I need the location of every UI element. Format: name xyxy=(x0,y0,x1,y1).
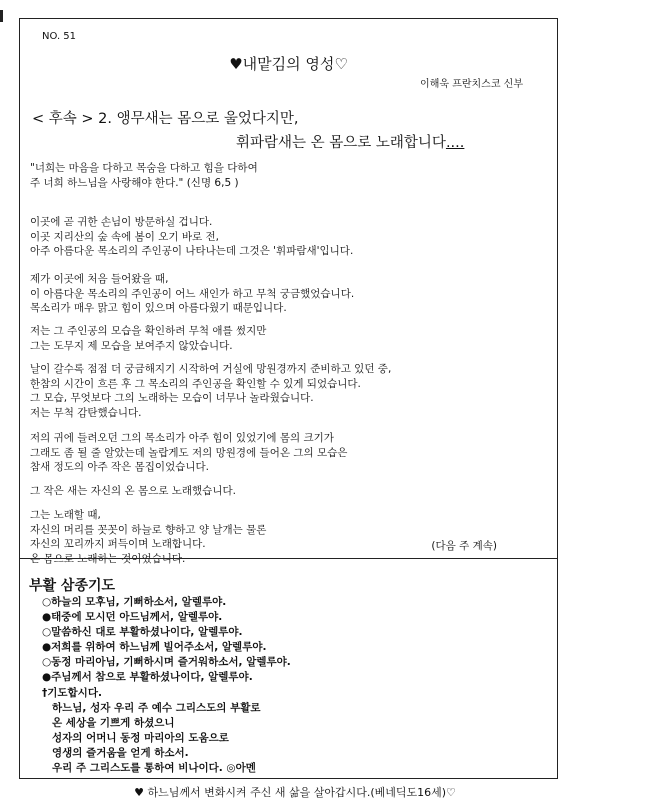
paragraph-line: 그 작은 새는 자신의 온 몸으로 노래했습니다. xyxy=(30,485,236,497)
prayer-closing-line: 하느님, 성자 우리 주 예수 그리스도의 부활로 xyxy=(52,701,261,714)
prayer-line: ●저희를 위하여 하느님께 빌어주소서, 알렐루야. xyxy=(42,641,267,654)
series-heading-text: 휘파람새는 온 몸으로 노래합니다 xyxy=(236,135,446,151)
paragraph xyxy=(30,362,391,420)
paragraph xyxy=(30,324,266,353)
paragraph-line: 저는 그 주인공의 모습을 확인하려 무척 애를 썼지만 xyxy=(30,325,267,337)
prayer-closing-line: 우리 주 그리스도를 통하여 비나이다. ◎아멘 xyxy=(52,762,256,775)
paragraph xyxy=(30,272,354,316)
series-heading-line2 xyxy=(236,131,464,152)
paragraph-line: "너희는 마음을 다하고 목숨을 다하고 힘을 다하여 xyxy=(30,162,258,174)
paragraph xyxy=(30,484,236,499)
series-heading-line1: < 후속 > 2. 앵무새는 몸으로 울었다지만, xyxy=(32,111,299,127)
prayer-closing-line: 성자의 어머니 동정 마리아의 도움으로 xyxy=(52,731,229,744)
author: 이해욱 프란치스코 신부 xyxy=(420,79,523,90)
series-heading-dots: .... xyxy=(445,135,465,151)
paragraph-line: 이곳 지리산의 숲 속에 봄이 오기 바로 전, xyxy=(30,230,219,243)
paragraph-line: 저의 귀에 들려오던 그의 목소리가 아주 힘이 있었기에 몸의 크기가 xyxy=(30,432,334,444)
paragraph-line: 날이 갈수록 점점 더 궁금해지기 시작하여 거실에 망원경까지 준비하고 있던 중, xyxy=(30,363,392,375)
paragraph-line: 그는 도무지 제 모습을 보여주지 않았습니다. xyxy=(30,339,233,352)
paragraph-line: 자신의 꼬리까지 퍼득이며 노래합니다. xyxy=(30,538,206,550)
paragraph-line: 이곳에 곧 귀한 손님이 방문하실 겁니다. xyxy=(30,216,213,228)
doc-number: NO. 51 xyxy=(42,31,77,42)
prayer-line: ○하늘의 모후님, 기뻐하소서, 알렐루야. xyxy=(42,596,227,608)
paragraph-line: 참새 정도의 아주 작은 몸집이었습니다. xyxy=(30,461,209,473)
paragraph-line: 그래도 좀 될 줄 알았는데 놀랍게도 저의 망원경에 들어온 그의 모습은 xyxy=(30,446,348,459)
prayer-line: ○동정 마리아님, 기뻐하시며 즐거워하소서, 알렐루야. xyxy=(42,656,291,669)
bulletin-frame xyxy=(19,18,558,779)
prayer-line: ○말씀하신 대로 부활하셨나이다, 알렐루야. xyxy=(42,626,243,639)
paragraph-line: 목소리가 매우 맑고 힘이 있으며 아름다웠기 때문입니다. xyxy=(30,302,287,314)
section-divider xyxy=(20,558,557,559)
prayer-line: ●태중에 모시던 아드님께서, 알렐루야. xyxy=(42,611,223,624)
prayer-closing-line: 영생의 즐거움을 얻게 하소서. xyxy=(52,746,189,759)
paragraph xyxy=(30,215,353,259)
paragraph-line: 그 모습, 무엇보다 그의 노래하는 모습이 너무나 놀라웠습니다. xyxy=(30,392,314,404)
paragraph-line: 자신의 머리를 꼿꼿이 하늘로 향하고 양 날개는 물론 xyxy=(30,523,267,536)
paragraph xyxy=(30,431,347,475)
page-title: ♥내맡김의 영성♡ xyxy=(229,55,348,73)
paragraph-line: 주 너희 하느님을 사랑해야 한다." (신명 6,5 ) xyxy=(30,176,239,189)
prayer-body xyxy=(42,595,291,776)
paragraph-line: 이 아름다운 목소리의 주인공이 어느 새인가 하고 무척 궁금했었습니다. xyxy=(30,287,355,300)
paragraph-line: 제가 이곳에 처음 들어왔을 때, xyxy=(30,273,169,285)
prayer-line: †기도합시다. xyxy=(42,686,102,699)
prayer-closing-line: 온 세상을 기쁘게 하셨으니 xyxy=(52,716,175,729)
prayer-line: ●주님께서 참으로 부활하셨나이다, 알렐루야. xyxy=(42,671,253,684)
paragraph-line: 저는 무척 감탄했습니다. xyxy=(30,406,142,419)
corner-mark xyxy=(0,10,3,22)
footer-note: ♥ 하느님께서 변화시켜 주신 새 삶을 살아갑시다.(베네딕도16세)♡ xyxy=(134,786,456,799)
paragraph-line: 그는 노래할 때, xyxy=(30,509,101,521)
continued-note: (다음 주 계속) xyxy=(431,540,497,552)
paragraph-line: 한참의 시간이 흐른 후 그 목소리의 주인공을 확인할 수 있게 되었습니다. xyxy=(30,377,361,390)
paragraph xyxy=(30,161,258,190)
prayer-title: 부활 삼종기도 xyxy=(29,578,116,594)
paragraph-line: 아주 아름다운 목소리의 주인공이 나타나는데 그것은 '휘파람새'입니다. xyxy=(30,245,354,257)
paragraph-line: 온 몸으로 노래하는 것이었습니다. xyxy=(30,552,186,565)
